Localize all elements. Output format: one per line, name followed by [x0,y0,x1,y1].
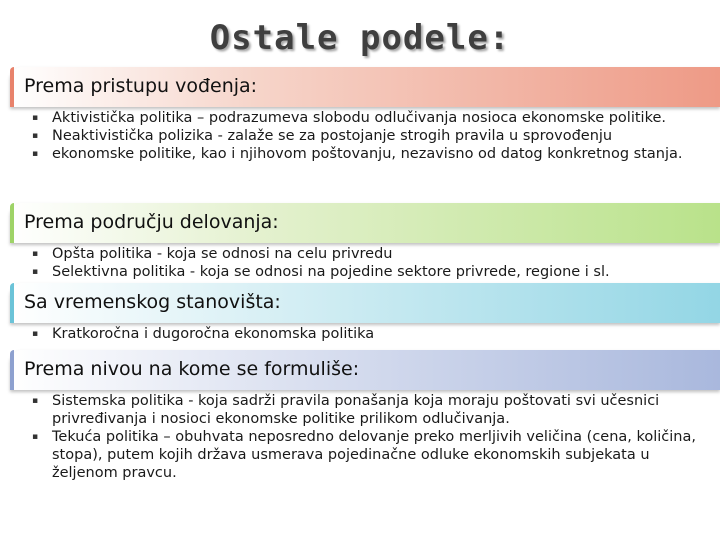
list-item: ▪ Neaktivistička polizika - zalaže se za postojanje strogih pravila u sprovođenju [26,127,706,145]
section-heading-time: Sa vremenskog stanovišta: [10,283,720,323]
list-item: ▪ Tekuća politika – obuhvata neposredno delovanje preko merljivih veličina (cena, količina, stopa), putem kojih država usmerava pojedinačne odluke ekonomskih subjekata u željenom pravcu. [26,428,706,482]
bullet-list-level [10,392,706,482]
bullet-list-approach [10,109,706,163]
bullet-list-time [10,325,706,343]
list-item: ▪ Opšta politika - koja se odnosi na celu privredu [26,245,706,263]
section-domain [10,203,720,281]
list-item: ▪ Sistemska politika - koja sadrži pravila ponašanja koja moraju poštovati svi učesnici privređivanja i nosioci ekonomske politike prilikom odlučivanja. [26,392,706,428]
section-approach [10,67,720,163]
list-item: ▪ Kratkoročna i dugoročna ekonomska politika [26,325,706,343]
section-heading-approach: Prema pristupu vođenja: [10,67,720,107]
list-item: ▪ ekonomske politike, kao i njihovom poštovanju, nezavisno od datog konkretnog stanja. [26,145,706,163]
slide-title: Ostale podele: [209,18,511,58]
section-heading-domain: Prema području delovanja: [10,203,720,243]
section-time [10,283,720,343]
section-level [10,350,720,482]
section-heading-level: Prema nivou na kome se formuliše: [10,350,720,390]
list-item: ▪ Aktivistička politika – podrazumeva slobodu odlučivanja nosioca ekonomske politike. [26,109,706,127]
bullet-list-domain [10,245,706,281]
list-item: ▪ Selektivna politika - koja se odnosi na pojedine sektore privrede, regione i sl. [26,263,706,281]
